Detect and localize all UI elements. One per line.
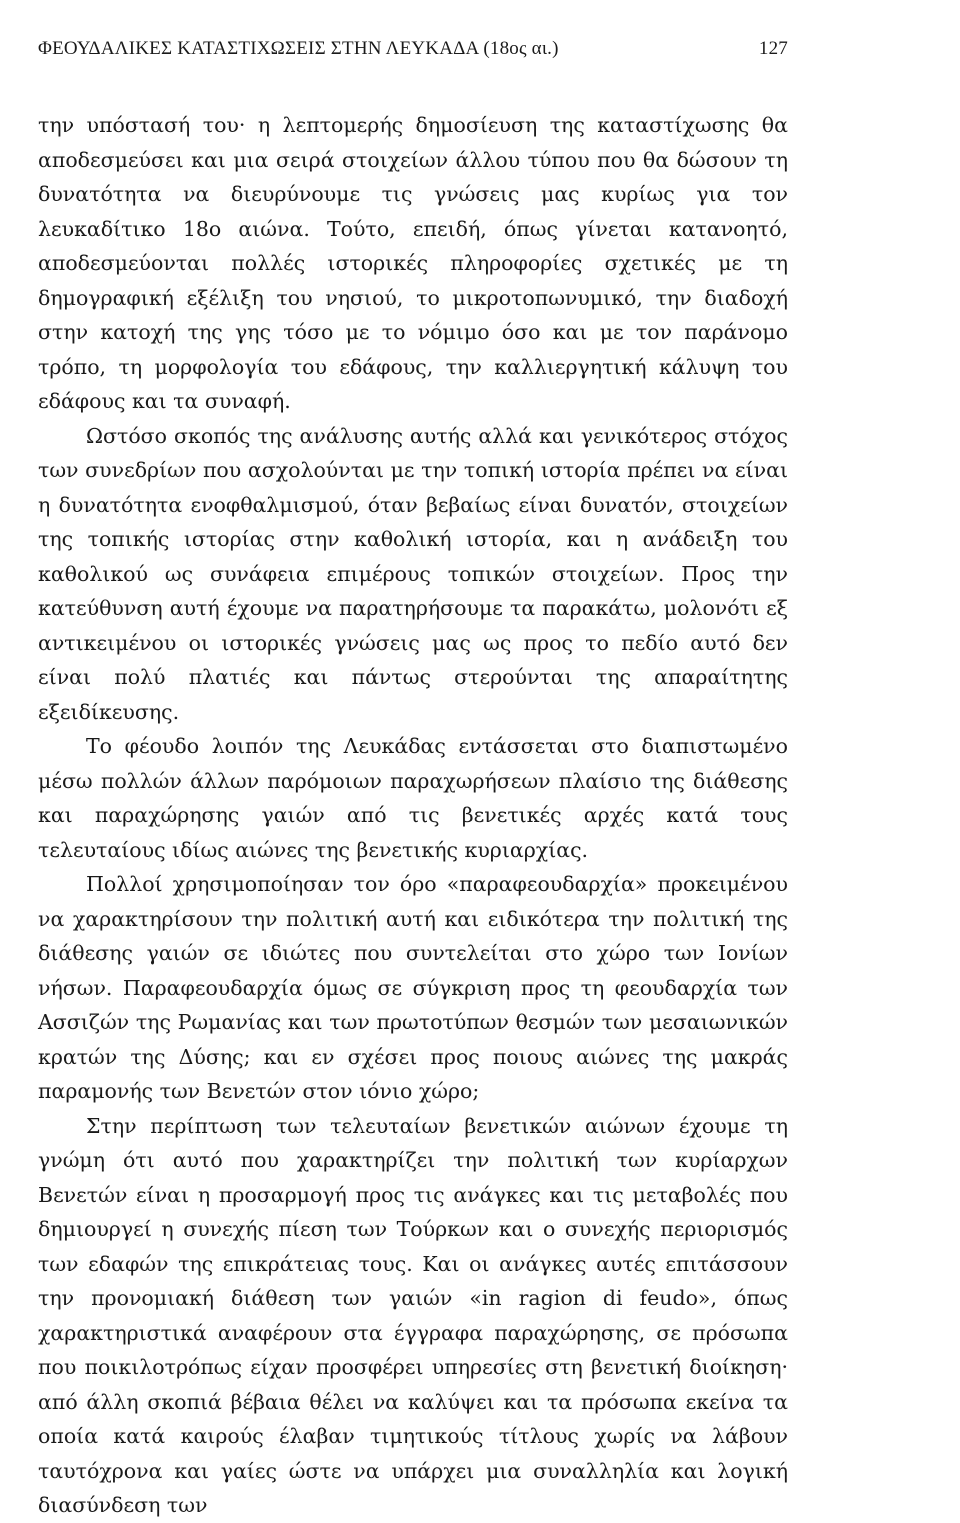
- running-title: ΦΕΟΥΔΑΛΙΚΕΣ ΚΑΤΑΣΤΙΧΩΣΕΙΣ ΣΤΗΝ ΛΕΥΚΑΔΑ (18ος αι.): [38, 38, 559, 59]
- page-number: 127: [758, 38, 788, 59]
- body-text: [38, 108, 788, 1523]
- document-page: [38, 38, 788, 1523]
- running-header: [38, 38, 788, 78]
- paragraph: Στην περίπτωση των τελευταίων βενετικών αιώνων έχουμε τη γνώμη ότι αυτό που χαρακτηρίζει την πολιτική των κυρίαρχων Βενετών είναι η προσαρμογή προς τις ανάγκες και τις μεταβολές που δημιουργεί η συνεχής πίεση των Τούρκων και ο συνεχής περιορισμός των εδαφών της επικράτειας τους. Και οι ανάγκες αυτές επιτάσσουν την προνομιακή διάθεση των γαιών «in ragion di feudo», όπως χαρακτηριστικά αναφέρουν στα έγγραφα παραχώρησης, σε πρόσωπα που ποικιλοτρόπως είχαν προσφέρει υπηρεσίες στη βενετική διοίκηση· από άλλη σκοπιά βέβαια θέλει να καλύψει και τα πρόσωπα εκείνα τα οποία κατά καιρούς έλαβαν τιμητικούς τίτλους χωρίς να λάβουν ταυτόχρονα και γαίες ώστε να υπάρχει μια συναλληλία και λογική διασύνδεση των: [38, 1113, 788, 1517]
- paragraph: Πολλοί χρησιμοποίησαν τον όρο «παραφεουδαρχία» προκειμένου να χαρακτηρίσουν την πολιτική αυτή και ειδικότερα την πολιτική της διάθεσης γαιών σε ιδιώτες που συντελείται στο χώρο των Ιονίων νήσων. Παραφεουδαρχία όμως σε σύγκριση προς τη φεουδαρχία των Ασσιζών της Ρωμανίας και των πρωτοτύπων θεσμών των μεσαιωνικών κρατών της Δύσης; και εν σχέσει προς ποιους αιώνες της μακράς παραμονής των Βενετών στον ιόνιο χώρο;: [38, 872, 788, 1103]
- paragraph-continuation: την υπόστασή του· η λεπτομερής δημοσίευση της καταστίχωσης θα αποδεσμεύσει και μια σειρά στοιχείων άλλου τύπου που θα δώσουν τη δυνατότητα να διευρύνουμε τις γνώσεις μας κυρίως για τον λευκαδίτικο 18ο αιώνα. Τούτο, επειδή, όπως γίνεται κατανοητό, αποδεσμεύονται πολλές ιστορικές πληροφορίες σχετικές με τη δημογραφική εξέλιξη του νησιού, το μικροτοπωνυμικό, την διαδοχή στην κατοχή της γης τόσο με το νόμιμο όσο και με τον παράνομο τρόπο, τη μορφολογία του εδάφους, την καλλιεργητική κάλυψη του εδάφους και τα συναφή.: [38, 113, 788, 413]
- paragraph: Το φέουδο λοιπόν της Λευκάδας εντάσσεται στο διαπιστωμένο μέσω πολλών άλλων παρόμοιων παραχωρήσεων πλαίσιο της διάθεσης και παραχώρησης γαιών από τις βενετικές αρχές κατά τους τελευταίους ιδίως αιώνες της βενετικής κυριαρχίας.: [38, 734, 788, 862]
- paragraph: Ωστόσο σκοπός της ανάλυσης αυτής αλλά και γενικότερος στόχος των συνεδρίων που ασχολούνται με την τοπική ιστορία πρέπει να είναι η δυνατότητα ενοφθαλμισμού, όταν βεβαίως είναι δυνατόν, στοιχείων της τοπικής ιστορίας στην καθολική ιστορία, και η ανάδειξη του καθολικού ως συνάφεια επιμέρους τοπικών στοιχείων. Προς την κατεύθυνση αυτή έχουμε να παρατηρήσουμε τα παρακάτω, μολονότι εξ αντικειμένου οι ιστορικές γνώσεις μας ως προς το πεδίο αυτό δεν είναι πολύ πλατιές και πάντως στερούνται της απαραίτητης εξειδίκευσης.: [38, 423, 788, 724]
